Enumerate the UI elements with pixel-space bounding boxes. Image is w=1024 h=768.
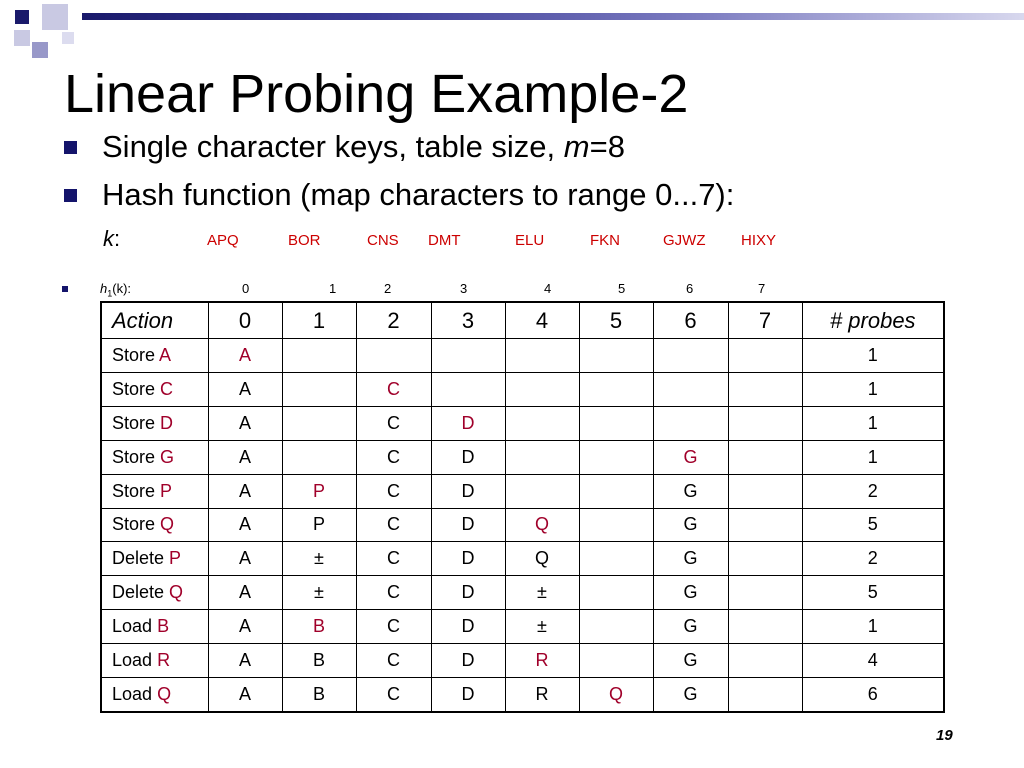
slot-cell: A <box>208 644 282 678</box>
h-var: h <box>100 281 108 296</box>
action-key: D <box>160 412 174 433</box>
action-cell <box>101 440 208 474</box>
slot-cell: B <box>282 678 356 712</box>
slot-cell: A <box>208 610 282 644</box>
slot-cell: R <box>505 644 579 678</box>
slot-cell: G <box>653 644 728 678</box>
slot-cell: G <box>653 610 728 644</box>
header-slot: 5 <box>579 302 653 339</box>
slot-cell: C <box>356 678 431 712</box>
header-slot: 7 <box>728 302 802 339</box>
bullet-text: =8 <box>589 129 625 164</box>
slot-cell <box>728 508 802 542</box>
action-key: Q <box>160 514 175 535</box>
probes-cell: 5 <box>802 508 944 542</box>
slot-cell <box>505 406 579 440</box>
slot-cell <box>728 474 802 508</box>
slot-cell <box>728 644 802 678</box>
slot-cell: C <box>356 508 431 542</box>
slot-cell: A <box>208 406 282 440</box>
slot-cell: C <box>356 372 431 406</box>
bullet-hash-function: Hash function (map characters to range 0...7): <box>102 177 735 212</box>
slot-cell <box>653 339 728 373</box>
probes-cell: 2 <box>802 474 944 508</box>
hash-value: 4 <box>544 281 552 296</box>
slot-cell <box>728 406 802 440</box>
slot-cell <box>282 406 356 440</box>
header-action: Action <box>101 302 208 339</box>
action-key: G <box>160 446 175 467</box>
k-var: k <box>103 226 114 251</box>
hash-value: 7 <box>758 281 766 296</box>
slot-cell <box>579 644 653 678</box>
slot-cell: A <box>208 508 282 542</box>
slot-cell <box>728 339 802 373</box>
slot-cell: C <box>356 542 431 576</box>
hash-value: 5 <box>618 281 626 296</box>
slot-cell: D <box>431 542 505 576</box>
probes-cell: 2 <box>802 542 944 576</box>
slot-cell <box>728 542 802 576</box>
action-verb: Delete <box>112 548 165 569</box>
k-label <box>103 226 120 252</box>
action-verb: Load <box>112 616 153 637</box>
action-key: P <box>169 548 182 569</box>
bullet-icon <box>64 189 77 202</box>
key-group: APQ <box>207 232 239 249</box>
slot-cell: ± <box>282 576 356 610</box>
slot-cell: B <box>282 644 356 678</box>
probes-cell: 1 <box>802 372 944 406</box>
key-group: HIXY <box>741 232 777 249</box>
action-key: R <box>157 650 171 671</box>
table-row <box>101 576 944 610</box>
action-verb: Store <box>112 344 156 365</box>
slot-cell <box>728 576 802 610</box>
slot-cell: D <box>431 610 505 644</box>
table-row <box>101 508 944 542</box>
slot-cell <box>728 440 802 474</box>
corner-square-light <box>42 4 68 30</box>
slot-cell <box>505 372 579 406</box>
probes-cell: 1 <box>802 440 944 474</box>
table-row <box>101 542 944 576</box>
action-verb: Store <box>112 514 156 535</box>
corner-square-navy <box>15 10 29 24</box>
action-cell <box>101 372 208 406</box>
probes-cell: 1 <box>802 610 944 644</box>
slot-cell: D <box>431 406 505 440</box>
probes-cell: 5 <box>802 576 944 610</box>
action-verb: Store <box>112 446 156 467</box>
slot-cell: A <box>208 542 282 576</box>
key-group: CNS <box>367 232 399 249</box>
slot-cell: Q <box>505 508 579 542</box>
action-verb: Load <box>112 684 153 705</box>
hash-value: 6 <box>686 281 694 296</box>
var-m: m <box>563 129 590 164</box>
title-bar-gradient <box>82 13 1024 20</box>
slot-cell: D <box>431 576 505 610</box>
header-slot: 6 <box>653 302 728 339</box>
hash-table <box>100 301 945 713</box>
table-header-row <box>101 302 944 339</box>
slot-cell: G <box>653 508 728 542</box>
key-group: ELU <box>515 232 545 249</box>
bullet-icon <box>62 286 68 292</box>
k-colon: : <box>114 226 121 251</box>
action-cell <box>101 678 208 712</box>
slot-cell <box>282 372 356 406</box>
slot-cell: R <box>505 678 579 712</box>
action-verb: Store <box>112 480 156 501</box>
slot-cell: ± <box>282 542 356 576</box>
action-key: P <box>160 480 173 501</box>
table-row <box>101 678 944 712</box>
probes-cell: 1 <box>802 339 944 373</box>
action-key: B <box>157 616 170 637</box>
action-verb: Store <box>112 378 156 399</box>
slot-cell: G <box>653 678 728 712</box>
slot-cell: P <box>282 474 356 508</box>
slot-cell: ± <box>505 610 579 644</box>
action-cell <box>101 610 208 644</box>
hash-value: 3 <box>460 281 468 296</box>
table-row <box>101 610 944 644</box>
slot-cell <box>579 372 653 406</box>
header-probes: # probes <box>802 302 944 339</box>
key-group: FKN <box>590 232 620 249</box>
key-group: GJWZ <box>663 232 706 249</box>
slot-cell: C <box>356 440 431 474</box>
slot-cell: C <box>356 576 431 610</box>
slot-cell <box>579 542 653 576</box>
slot-cell: D <box>431 644 505 678</box>
header-slot: 3 <box>431 302 505 339</box>
table-row <box>101 372 944 406</box>
slot-cell: Q <box>579 678 653 712</box>
slot-cell <box>653 406 728 440</box>
action-cell <box>101 542 208 576</box>
table-row <box>101 406 944 440</box>
probes-cell: 4 <box>802 644 944 678</box>
action-cell <box>101 339 208 373</box>
table-row <box>101 339 944 373</box>
table-row <box>101 440 944 474</box>
corner-square-light <box>14 30 30 46</box>
action-cell <box>101 644 208 678</box>
slot-cell: G <box>653 542 728 576</box>
slot-cell: C <box>356 610 431 644</box>
slot-cell <box>282 339 356 373</box>
hash-value: 2 <box>384 281 392 296</box>
slot-cell <box>356 339 431 373</box>
action-key: C <box>160 378 174 399</box>
table-row <box>101 644 944 678</box>
page-number: 19 <box>936 727 953 744</box>
slot-cell: G <box>653 440 728 474</box>
header-slot: 0 <box>208 302 282 339</box>
slot-cell <box>579 440 653 474</box>
slot-cell <box>431 339 505 373</box>
slot-cell <box>579 474 653 508</box>
action-cell <box>101 474 208 508</box>
slot-cell: B <box>282 610 356 644</box>
slot-cell: A <box>208 678 282 712</box>
slot-cell: A <box>208 339 282 373</box>
slot-cell <box>505 440 579 474</box>
slot-cell <box>431 372 505 406</box>
table-row <box>101 474 944 508</box>
action-verb: Store <box>112 412 156 433</box>
bullet-icon <box>64 141 77 154</box>
slot-cell <box>728 372 802 406</box>
h-suffix: (k): <box>112 281 132 296</box>
hash-value: 1 <box>329 281 337 296</box>
slot-cell: G <box>653 474 728 508</box>
hash-value: 0 <box>242 281 250 296</box>
action-key: Q <box>157 684 172 705</box>
bullet-table-size <box>102 128 625 166</box>
slot-cell <box>728 678 802 712</box>
action-cell <box>101 406 208 440</box>
slot-cell: G <box>653 576 728 610</box>
slot-cell: P <box>282 508 356 542</box>
bullet-text: Single character keys, table size, <box>102 129 564 164</box>
slot-cell: D <box>431 508 505 542</box>
key-group: BOR <box>288 232 321 249</box>
corner-square-light <box>62 32 74 44</box>
slot-cell <box>282 440 356 474</box>
probes-cell: 1 <box>802 406 944 440</box>
slot-cell: A <box>208 474 282 508</box>
slot-cell <box>505 474 579 508</box>
slot-cell <box>653 372 728 406</box>
action-verb: Load <box>112 650 153 671</box>
slot-cell <box>579 610 653 644</box>
slot-cell <box>728 610 802 644</box>
header-slot: 4 <box>505 302 579 339</box>
action-key: A <box>159 344 172 365</box>
header-slot: 2 <box>356 302 431 339</box>
slot-cell <box>579 576 653 610</box>
slot-cell: C <box>356 644 431 678</box>
h-sub: 1 <box>107 288 113 299</box>
slot-cell: D <box>431 678 505 712</box>
slot-cell: Q <box>505 542 579 576</box>
slot-cell <box>579 508 653 542</box>
probes-cell: 6 <box>802 678 944 712</box>
corner-square-mid <box>32 42 48 58</box>
key-group: DMT <box>428 232 461 249</box>
header-slot: 1 <box>282 302 356 339</box>
h-label <box>100 281 131 302</box>
action-cell <box>101 508 208 542</box>
action-cell <box>101 576 208 610</box>
slot-cell <box>505 339 579 373</box>
slot-cell: ± <box>505 576 579 610</box>
slide-title: Linear Probing Example-2 <box>64 64 689 124</box>
slot-cell: A <box>208 440 282 474</box>
slot-cell: C <box>356 406 431 440</box>
slot-cell: C <box>356 474 431 508</box>
slot-cell: D <box>431 440 505 474</box>
slot-cell <box>579 339 653 373</box>
slot-cell: A <box>208 576 282 610</box>
action-key: Q <box>169 582 184 603</box>
action-verb: Delete <box>112 582 165 603</box>
slot-cell: D <box>431 474 505 508</box>
slot-cell <box>579 406 653 440</box>
slot-cell: A <box>208 372 282 406</box>
